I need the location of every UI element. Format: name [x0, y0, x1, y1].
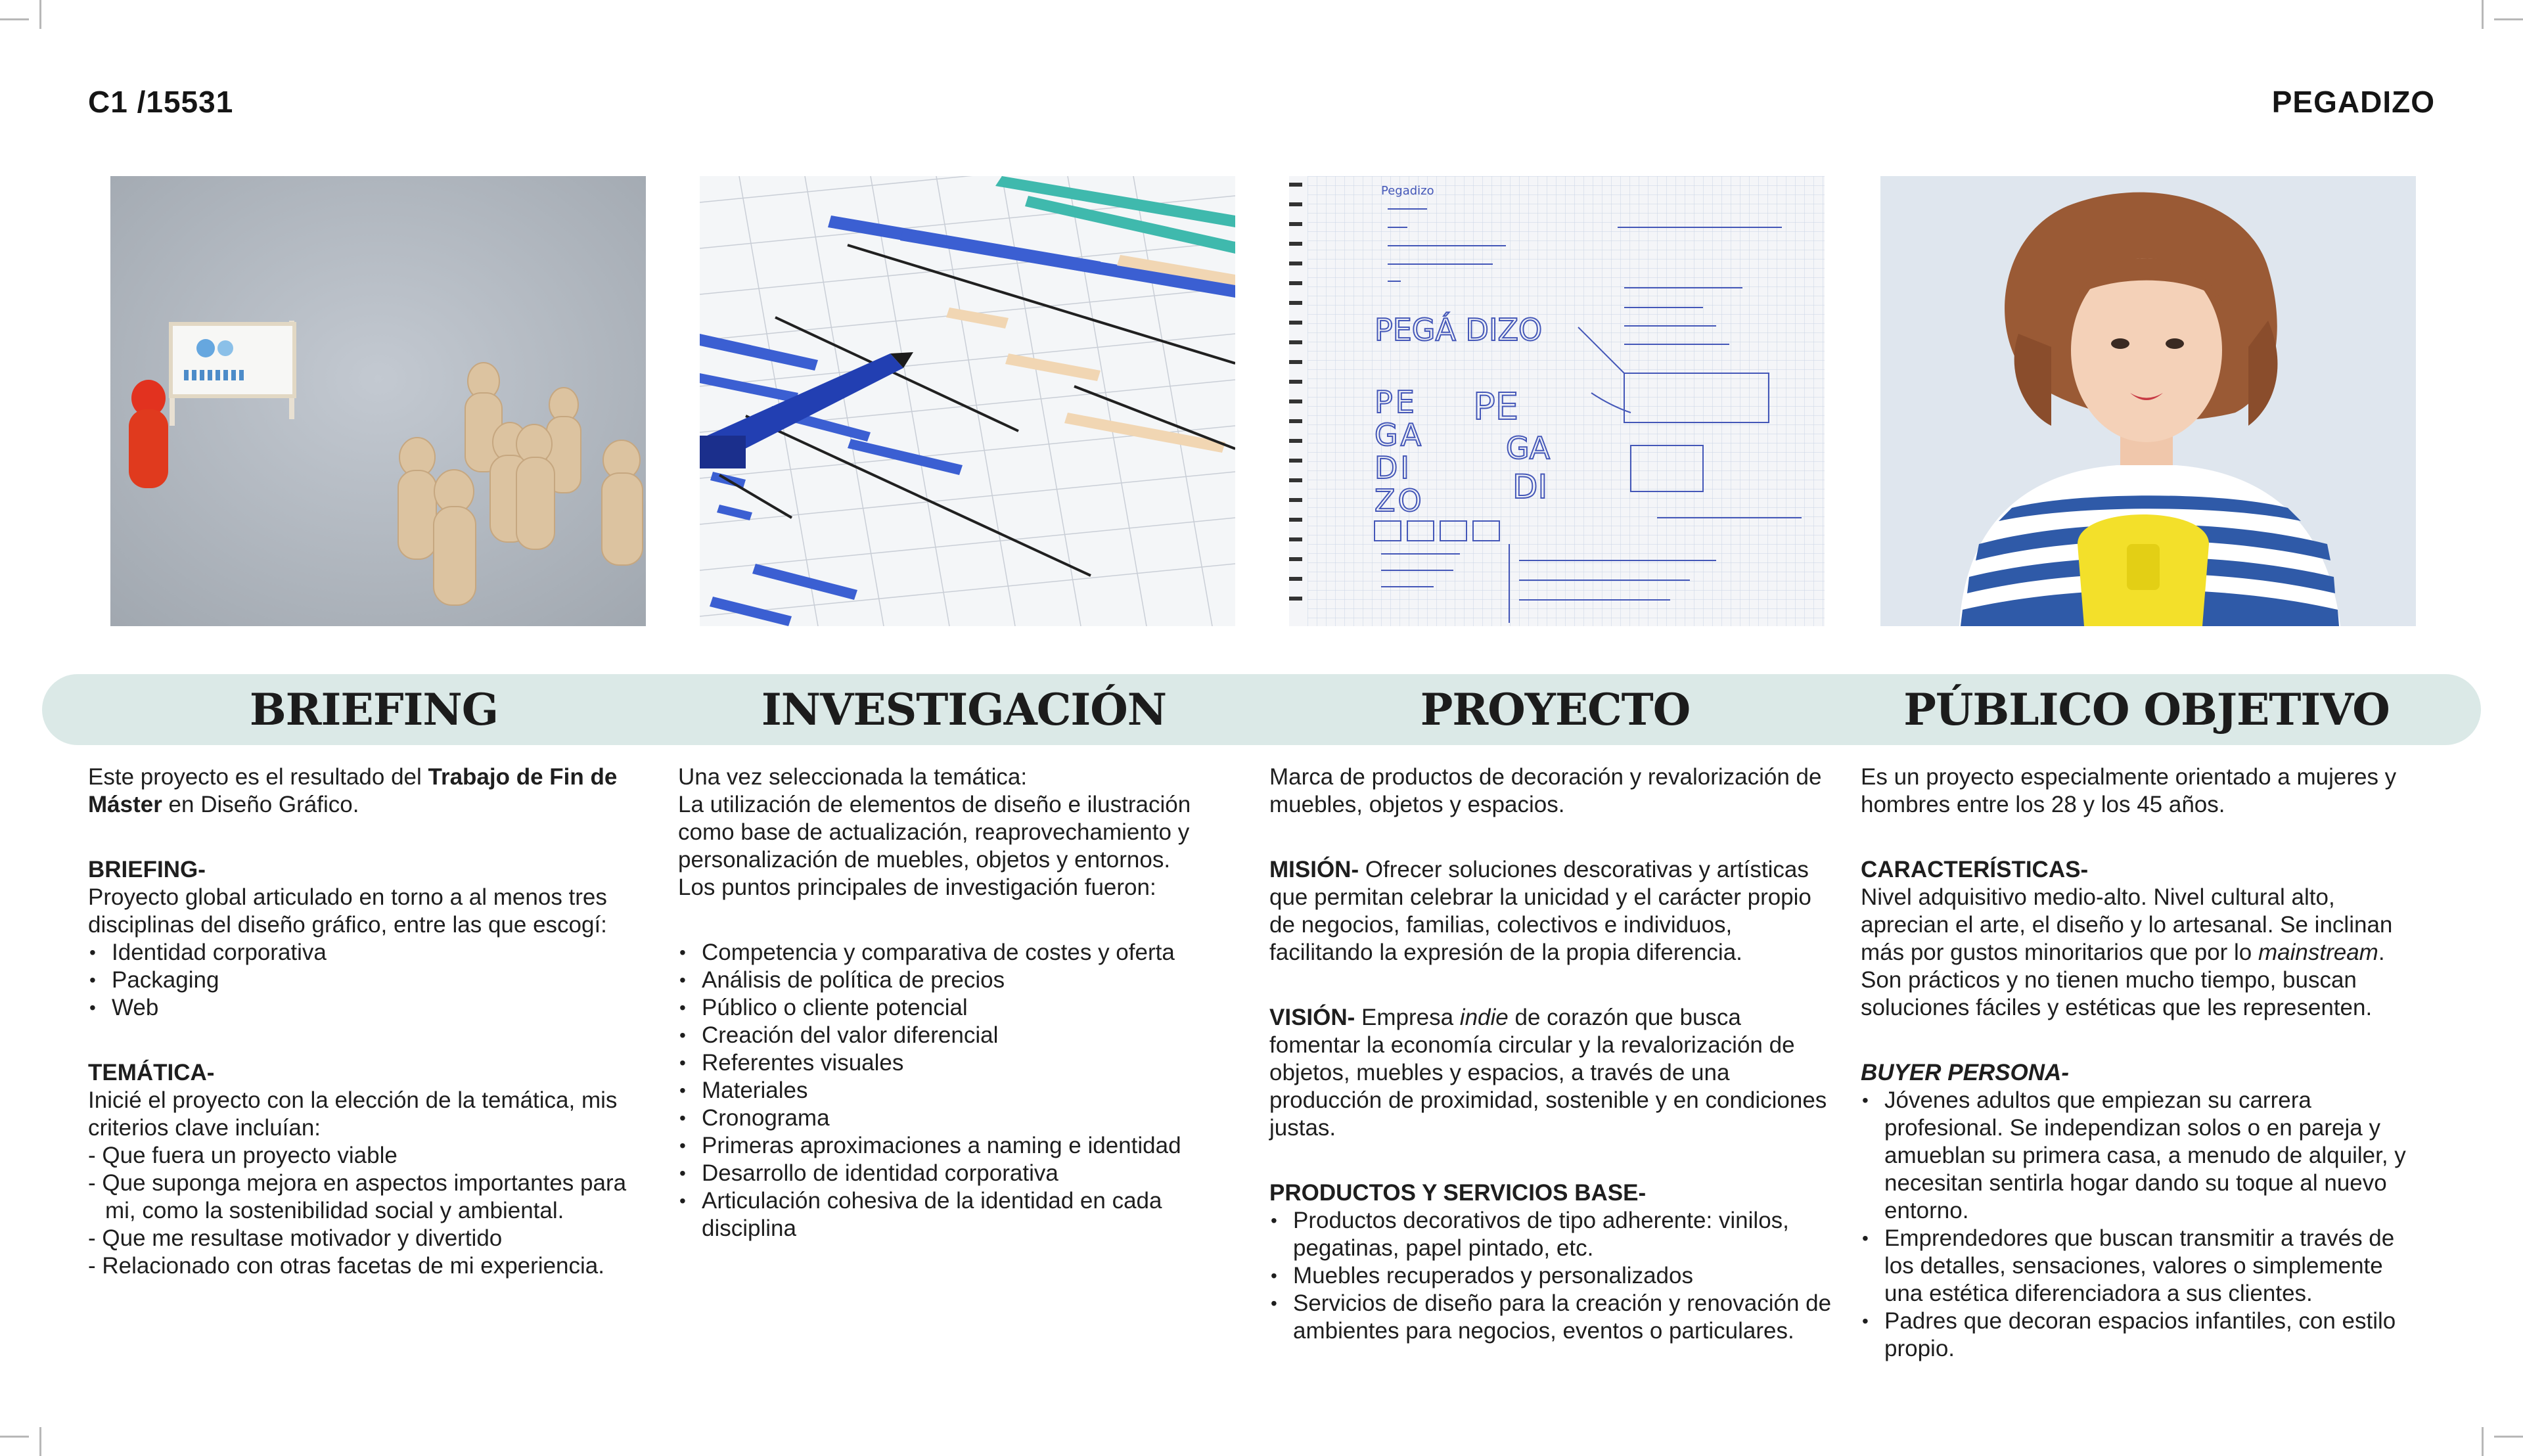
proyecto-column — [1269, 763, 1834, 1345]
list-item: • Creación del valor diferencial — [678, 1022, 1243, 1049]
briefing-text: Proyecto global articulado en torno a al menos tres disciplinas del diseño gráfico, entre las que escogí: — [88, 884, 607, 938]
list-item: • Padres que decoran espacios infantiles, con estilo propio. — [1861, 1308, 2426, 1363]
crop-mark — [2494, 18, 2523, 20]
red-figure-icon — [129, 380, 168, 488]
svg-text:PE: PE — [1375, 384, 1417, 420]
svg-text:DI: DI — [1375, 450, 1412, 486]
publico-column — [1861, 763, 2426, 1363]
crop-mark — [0, 1436, 29, 1438]
publico-title: PÚBLICO OBJETIVO — [1903, 684, 2390, 735]
proyecto-intro: Marca de productos de decoración y revalorización de muebles, objetos y espacios. — [1269, 764, 1822, 817]
list-item: • Emprendedores que buscan transmitir a través de los detalles, sensaciones, valores o simplemente una estética diferenciadora a sus clientes. — [1861, 1225, 2426, 1308]
briefing-subtitle: BRIEFING- — [88, 857, 206, 882]
briefing-column — [88, 763, 653, 1280]
investigacion-title: INVESTIGACIÓN — [761, 684, 1167, 735]
list-item: - Que suponga mejora en aspectos importantes para mi, como la sostenibilidad social y ambiental. — [88, 1170, 627, 1223]
list-item: • Materiales — [678, 1077, 1243, 1104]
investigacion-text: La utilización de elementos de diseño e ilustración como base de actualización, reaprovechamiento y personalización de muebles, objetos y entornos. — [678, 792, 1191, 873]
vision-paragraph: VISIÓN- Empresa indie de corazón que busca fomentar la economía circular y la revalorización de objetos, muebles y espacios, a través de una producción de proximidad, sostenible y en condiciones justas. — [1269, 1005, 1827, 1141]
list-item: • Competencia y comparativa de costes y oferta — [678, 939, 1243, 967]
crop-mark — [2482, 1427, 2484, 1456]
investigacion-intro: Una vez seleccionada la temática: — [678, 764, 1028, 790]
investigacion-lead: Los puntos principales de investigación fueron: — [678, 875, 1156, 900]
crop-mark — [2482, 0, 2484, 29]
caracteristicas-text-2: Son prácticos y no tienen mucho tiempo, buscan soluciones fáciles y estéticas que les representen. — [1861, 967, 2373, 1020]
crop-mark — [39, 1427, 41, 1456]
svg-text:ZO: ZO — [1375, 483, 1424, 518]
briefing-intro: Este proyecto es el resultado del Trabajo de Fin de Máster en Diseño Gráfico. — [88, 764, 618, 817]
list-item: - Relacionado con otras facetas de mi experiencia. — [88, 1253, 604, 1279]
productos-list — [1269, 1207, 1834, 1345]
research-points-list — [678, 939, 1243, 1242]
svg-text:PE: PE — [1473, 386, 1519, 428]
svg-text:Pegadizo: Pegadizo — [1381, 184, 1434, 198]
list-item: • Referentes visuales — [678, 1049, 1243, 1077]
yellow-object-icon — [2078, 514, 2209, 626]
tematica-text: Inicié el proyecto con la elección de la temática, mis criterios clave incluían: — [88, 1087, 618, 1141]
crop-mark — [0, 18, 29, 20]
list-item: • Jóvenes adultos que empiezan su carrera profesional. Se independizan solos o en pareja y amueblan su primera casa, a menudo de alquiler, y necesitan sentirla hogar dando su toque al nuevo entorno. — [1861, 1087, 2426, 1225]
list-item: • Identidad corporativa — [88, 939, 653, 967]
tematica-subtitle: TEMÁTICA- — [88, 1060, 215, 1085]
caracteristicas-text: Nivel adquisitivo medio-alto. Nivel cultural alto, aprecian el arte, el diseño y lo artesanal. Se inclinan más por gustos minoritarios que por lo mainstream. — [1861, 884, 2393, 965]
list-item: • Web — [88, 994, 653, 1022]
publico-intro: Es un proyecto especialmente orientado a mujeres y hombres entre los 28 y los 45 años. — [1861, 764, 2397, 817]
list-item: • Servicios de diseño para la creación y renovación de ambientes para negocios, eventos o particulares. — [1269, 1290, 1834, 1345]
productos-subtitle: PRODUCTOS Y SERVICIOS BASE- — [1269, 1180, 1647, 1206]
list-item: - Que fuera un proyecto viable — [88, 1143, 398, 1168]
svg-text:GA: GA — [1506, 430, 1551, 466]
list-item: • Productos decorativos de tipo adherente: vinilos, pegatinas, papel pintado, etc. — [1269, 1207, 1834, 1262]
list-item: • Cronograma — [678, 1104, 1243, 1132]
list-item: • Articulación cohesiva de la identidad en cada disciplina — [678, 1187, 1243, 1242]
crop-mark — [39, 0, 41, 29]
buyer-persona-list — [1861, 1087, 2426, 1363]
proyecto-title: PROYECTO — [1420, 684, 1691, 735]
svg-text:DI: DI — [1512, 468, 1548, 506]
crop-mark — [2494, 1436, 2523, 1438]
mision-paragraph: MISIÓN- Ofrecer soluciones descorativas y artísticas que permitan celebrar la unicidad y el carácter propio de negocios, familias, colectivos e individuos, facilitando la expresión de la propia diferencia. — [1269, 857, 1811, 965]
brand-name: PEGADIZO — [2271, 85, 2435, 119]
list-item: - Que me resultase motivador y divertido — [88, 1225, 503, 1251]
list-item: • Primeras aproximaciones a naming e identidad — [678, 1132, 1243, 1160]
briefing-photo — [110, 176, 646, 626]
list-item: • Análisis de política de precios — [678, 967, 1243, 994]
briefing-title: BRIEFING — [249, 684, 499, 735]
svg-text:PEGÁ DIZO: PEGÁ DIZO — [1375, 312, 1543, 348]
list-item: • Packaging — [88, 967, 653, 994]
investigacion-column — [678, 763, 1243, 1242]
list-item: • Muebles recuperados y personalizados — [1269, 1262, 1834, 1290]
caracteristicas-subtitle: CARACTERÍSTICAS- — [1861, 857, 2089, 882]
publico-photo — [1880, 176, 2416, 626]
svg-text:GA: GA — [1375, 417, 1424, 453]
buyer-persona-subtitle: BUYER PERSONA- — [1861, 1060, 2069, 1085]
list-item: • Público o cliente potencial — [678, 994, 1243, 1022]
disciplines-list — [88, 939, 653, 1022]
investigacion-photo — [700, 176, 1235, 626]
page-code: C1 /15531 — [88, 85, 234, 119]
proyecto-photo — [1289, 176, 1825, 626]
list-item: • Desarrollo de identidad corporativa — [678, 1160, 1243, 1187]
